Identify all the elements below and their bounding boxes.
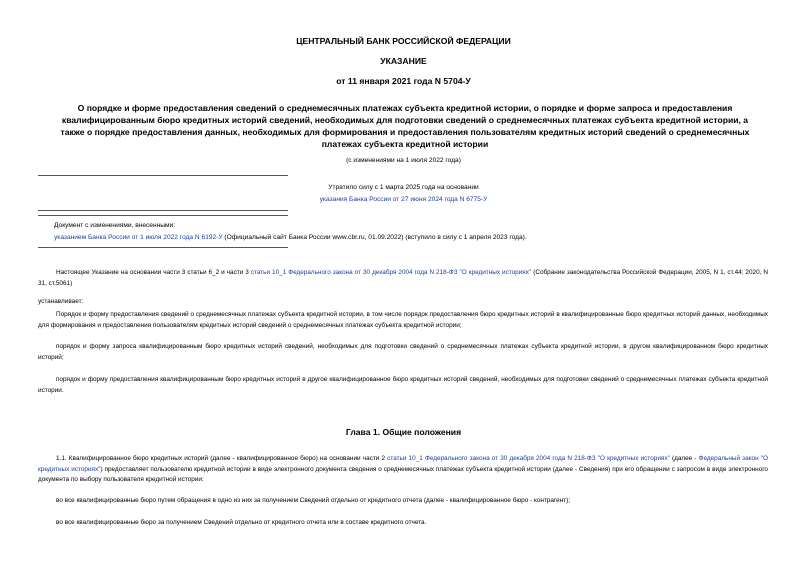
- intro-paragraph: [38, 268, 768, 289]
- divider: [38, 215, 288, 216]
- subject-line: также о порядке предоставления данных, необходимых для формирования и предоставления пользователям кредитных историй сведений о среднемесячных: [60, 127, 750, 137]
- intro-text: Настоящее Указание на основании части 3 статьи 6_2 и части 3: [56, 269, 251, 276]
- divider: [38, 247, 288, 248]
- clause-text: ) предоставляет пользователю кредитной истории в виде электронного документа сведения о среднемесячных платежах субъекта кредитной истории (далее - Сведения) при его обращении с запросом в виде электронного документа по выбору пользователя кредитной истории:: [38, 465, 768, 484]
- clause-text: (далее -: [669, 455, 699, 462]
- subject-line: квалифицированным бюро кредитных историй сведений, необходимых для подготовки сведений о среднемесячных платежах субъекта кредитной истории, а: [61, 115, 749, 125]
- amending-act-details: (Официальный сайт Банка России www.cbr.ru, 01.09.2022) (вступило в силу с 1 апреля 2023 года).: [222, 234, 527, 241]
- subject-line: платежах субъекта кредитной истории: [321, 139, 489, 149]
- list-item: во все квалифицированные бюро за получением Сведений отдельно от кредитного отчета или в составе кредитного отчета.: [56, 519, 427, 526]
- law-link[interactable]: статьи 10_1 Федерального закона от 30 декабря 2004 года N 218-ФЗ "О кредитных историях": [250, 269, 532, 276]
- list-item: порядок и форму предоставления квалифицированным бюро кредитных историй в другое квалифицированное бюро кредитных историй сведений, необходимых для подготовки сведений о среднемесячных платежах субъекта кредитной истории.: [38, 376, 768, 394]
- amending-act-link[interactable]: указанием Банка России от 1 июля 2022 года N 6192-У: [54, 234, 223, 241]
- list-item: во все квалифицированные бюро путем обращения в одно из них за получением Сведений отдельно от кредитного отчета (далее - квалифицированное бюро - контрагент);: [56, 497, 571, 504]
- expired-note: Утратило силу с 1 марта 2025 года на основании: [328, 184, 479, 191]
- document-subject: [35, 102, 775, 150]
- amendment-note: (с изменениями на 1 июля 2022 года): [346, 157, 461, 164]
- list-item: Порядок и форму предоставления сведений о среднемесячных платежах субъекта кредитной истории, в том числе порядок предоставления бюро кредитных историй в квалифицированные бюро кредитных историй данных, необходимых для формирования и предоставления пользователям кредитных историй сведений о среднемесячных платежах субъекта кредитной истории;: [38, 311, 768, 329]
- law-article-link[interactable]: статьи 10_1 Федерального закона от 30 декабря 2004 года N 218-ФЗ "О кредитных историях": [387, 455, 670, 462]
- changes-label: Документ с изменениями, внесенными:: [54, 222, 176, 229]
- clause-text: 1.1. Квалифицированное бюро кредитных историй (далее - квалифицированное бюро) на основании части 2: [56, 455, 388, 462]
- subject-line: О порядке и форме предоставления сведений о среднемесячных платежах субъекта кредитной истории, о порядке и форме запроса и предоставления: [77, 103, 733, 113]
- intro-source: (Собрание законодательства Российской Федерации, 2005, N 1, ст.44; 2020, N 31, ст.5061): [38, 269, 768, 287]
- divider: [38, 175, 288, 176]
- document-type: УКАЗАНИЕ: [380, 56, 427, 66]
- document-date-number: от 11 января 2021 года N 5704-У: [336, 76, 471, 86]
- expired-basis-link[interactable]: указания Банка России от 27 июня 2024 года N 6775-У: [319, 196, 488, 203]
- establishes-label: устанавливает:: [38, 298, 84, 305]
- issuer-title: ЦЕНТРАЛЬНЫЙ БАНК РОССИЙСКОЙ ФЕДЕРАЦИИ: [296, 36, 511, 46]
- list-item: порядок и форму запроса квалифицированным бюро кредитных историй сведений, необходимых для подготовки сведений о среднемесячных платежах субъекта кредитной истории, в другом квалифицированном бюро кредитных историй;: [38, 343, 768, 361]
- clause-1-1: [38, 454, 768, 486]
- divider: [38, 210, 288, 211]
- changes-line: [54, 234, 774, 241]
- chapter-heading: Глава 1. Общие положения: [345, 427, 462, 437]
- law-short-name-link[interactable]: Федеральный закон "О кредитных историях": [38, 455, 768, 473]
